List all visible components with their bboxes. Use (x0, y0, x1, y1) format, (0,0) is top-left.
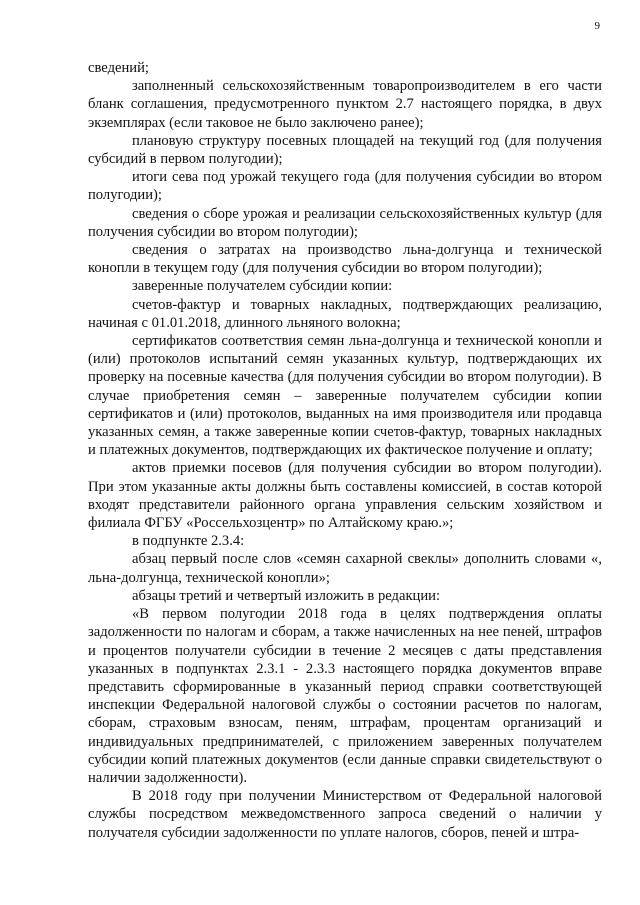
paragraph: сведения о затратах на производство льна-долгунца и технической конопли в текущем году (для получения субсидии во втором полугодии); (88, 242, 602, 277)
document-body (88, 59, 602, 842)
paragraph: заверенные получателем субсидии копии: (132, 278, 393, 295)
paragraph: в подпункте 2.3.4: (132, 533, 245, 550)
paragraph: счетов-фактур и товарных накладных, подтверждающих реализацию, начиная с 01.01.2018, длинного льняного волокна; (88, 296, 602, 331)
paragraph: заполненный сельскохозяйственным товаропроизводителем в его части бланк соглашения, предусмотренного пунктом 2.7 настоящего порядка, в двух экземплярах (если таковое не было заключено ранее); (88, 78, 602, 131)
paragraph: итоги сева под урожай текущего года (для получения субсидии во втором полугодии); (88, 169, 602, 204)
paragraph: сведения о сборе урожая и реализации сельскохозяйственных культур (для получения субсидии во втором полугодии); (88, 205, 602, 240)
paragraph: абзацы третий и четвертый изложить в редакции: (132, 587, 441, 604)
paragraph: сведений; (88, 60, 149, 76)
paragraph: абзац первый после слов «семян сахарной свеклы» дополнить словами «, льна-долгунца, технической конопли»; (88, 551, 602, 586)
paragraph: плановую структуру посевных площадей на текущий год (для получения субсидий в первом полугодии); (88, 132, 602, 168)
paragraph: В 2018 году при получении Министерством от Федеральной налоговой службы посредством межведомственного запроса сведений о наличии у получателя субсидии задолженности по уплате налогов, сборов, пеней и штра- (88, 788, 602, 841)
paragraph: «В первом полугодии 2018 года в целях подтверждения оплаты задолженности по налогам и сборам, а также начисленных на нее пеней, штрафов и процентов получатели субсидии в течение 2 месяцев с даты представления указанных в подпунктах 2.3.1 - 2.3.3 настоящего порядка документов вправе представить сформированные в указанный период справки соответствующей инспекции Федеральной налоговой службы о состоянии расчетов по налогам, сборам, страховым взносам, пеням, штрафам, процентам организаций и индивидуальных предпринимателей, с приложением заверенных получателем субсидии копий платежных документов (если данные справки свидетельствуют о наличии задолженности). (88, 606, 602, 786)
page-number: 9 (594, 20, 600, 32)
paragraph: сертификатов соответствия семян льна-долгунца и технической конопли и (или) протоколов испытаний семян указанных культур, подтверждающих их проверку на посевные качества (для получения субсидии во втором полугодии). В случае приобретения семян – заверенные получателем субсидии копии сертификатов и (или) протоколов, выданных на имя производителя или продавца указанных семян, а также заверенные копии счетов-фактур, товарных накладных и платежных документов, подтверждающих их фактическое получение и оплату; (88, 333, 602, 459)
paragraph: актов приемки посевов (для получения субсидии во втором полугодии). При этом указанные акты должны быть составлены комиссией, в состав которой входят представители районного органа управления сельским хозяйством и филиала ФГБУ «Россельхозцентр» по Алтайскому краю.»; (88, 460, 602, 532)
